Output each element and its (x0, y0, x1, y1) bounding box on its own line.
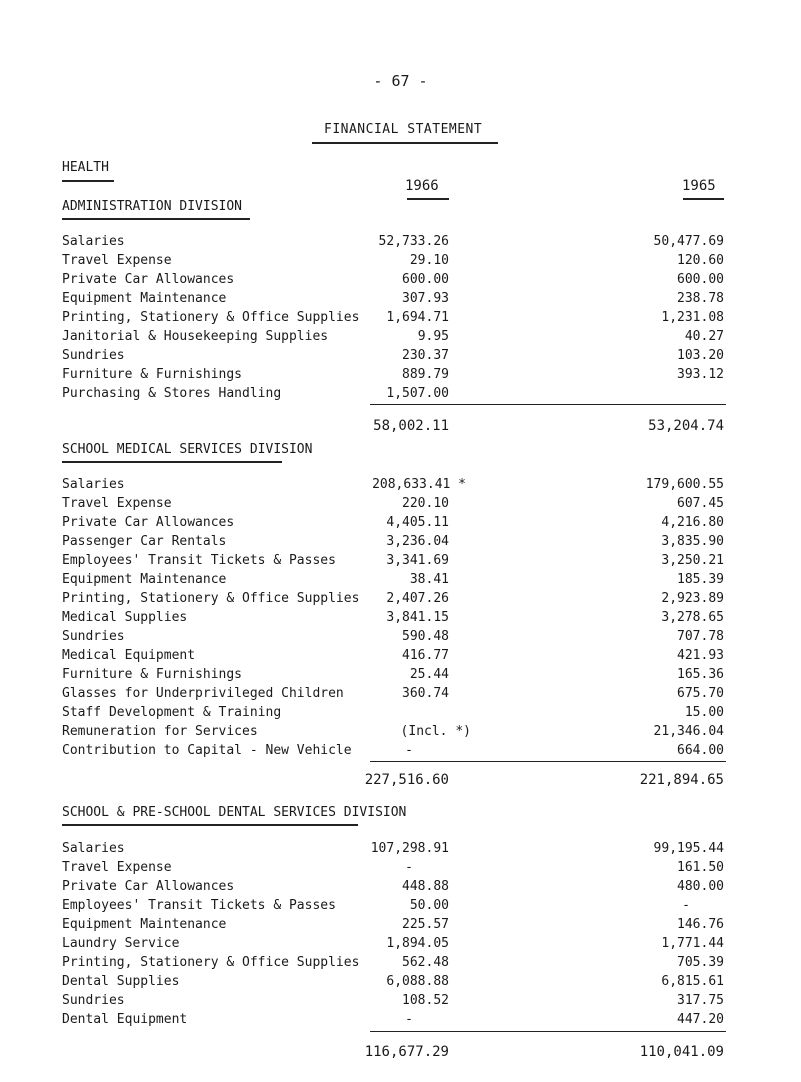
value-1966: 590.48 (402, 629, 449, 644)
value-1965: 421.93 (677, 648, 724, 663)
value-1965: 2,923.89 (661, 591, 724, 606)
value-1966: 108.52 (402, 993, 449, 1008)
value-1966: - (405, 743, 413, 758)
row-label: Equipment Maintenance (62, 572, 227, 587)
row-label: Dental Equipment (62, 1012, 188, 1027)
value-1966: 25.44 (409, 667, 449, 682)
value-1966: - (405, 1012, 413, 1027)
value-1965: 705.39 (677, 955, 724, 970)
total-1965: 221,894.65 (639, 772, 724, 788)
value-1965: 3,278.65 (661, 610, 724, 625)
total-1966: 116,677.29 (364, 1044, 449, 1060)
value-1966: 50.00 (409, 898, 449, 913)
row-label: Sundries (62, 993, 125, 1008)
value-1965: 179,600.55 (645, 477, 724, 492)
value-1965: 161.50 (677, 860, 724, 875)
value-1966: 416.77 (402, 648, 449, 663)
value-1965: - (682, 898, 690, 913)
row-label: Sundries (62, 348, 125, 363)
row-label: Salaries (62, 234, 125, 249)
value-1966: 1,507.00 (386, 386, 449, 401)
row-label: Purchasing & Stores Handling (62, 386, 282, 401)
value-1965: 600.00 (677, 272, 724, 287)
row-label: Dental Supplies (62, 974, 180, 989)
row-label: Furniture & Furnishings (62, 367, 243, 382)
value-1966: 225.57 (402, 917, 449, 932)
value-1965: 607.45 (677, 496, 724, 511)
department-underline (62, 180, 114, 182)
column-header-1966-underline (407, 198, 449, 200)
row-label: Janitorial & Housekeeping Supplies (62, 329, 329, 344)
section-heading-dental: SCHOOL & PRE-SCHOOL DENTAL SERVICES DIVISION (62, 805, 407, 820)
row-label: Remuneration for Services (62, 724, 258, 739)
document-title: FINANCIAL STATEMENT (324, 122, 483, 137)
value-1965: 480.00 (677, 879, 724, 894)
row-label: Staff Development & Training (62, 705, 282, 720)
value-1965: 1,771.44 (661, 936, 724, 951)
row-label: Laundry Service (62, 936, 180, 951)
row-label: Private Car Allowances (62, 515, 235, 530)
page-number: - 67 - (373, 72, 428, 90)
value-1965: 447.20 (677, 1012, 724, 1027)
section-heading-underline (62, 824, 358, 826)
value-1966: 4,405.11 (386, 515, 449, 530)
value-1965: 103.20 (677, 348, 724, 363)
value-1965: 238.78 (677, 291, 724, 306)
total-rule (370, 404, 726, 405)
column-header-1965-underline (683, 198, 724, 200)
value-1966: 1,894.05 (386, 936, 449, 951)
row-label: Medical Supplies (62, 610, 188, 625)
value-1966: 38.41 (409, 572, 449, 587)
total-1966: 227,516.60 (364, 772, 449, 788)
row-label: Employees' Transit Tickets & Passes (62, 553, 336, 568)
row-label: Travel Expense (62, 496, 172, 511)
department-heading: HEALTH (62, 160, 109, 175)
row-label: Printing, Stationery & Office Supplies (62, 591, 360, 606)
row-label: Salaries (62, 477, 125, 492)
value-1965: 3,835.90 (661, 534, 724, 549)
total-rule (370, 1031, 726, 1032)
value-1966: 230.37 (402, 348, 449, 363)
row-label: Contribution to Capital - New Vehicle (62, 743, 352, 758)
value-1966: 307.93 (402, 291, 449, 306)
row-label: Travel Expense (62, 860, 172, 875)
value-1966: (Incl. *) (400, 724, 471, 739)
value-1965: 1,231.08 (661, 310, 724, 325)
value-1966: - (405, 860, 413, 875)
row-label: Employees' Transit Tickets & Passes (62, 898, 336, 913)
value-1965: 40.27 (684, 329, 724, 344)
section-heading-school-medical: SCHOOL MEDICAL SERVICES DIVISION (62, 442, 313, 457)
value-1966: 889.79 (402, 367, 449, 382)
row-label: Equipment Maintenance (62, 917, 227, 932)
value-1966: 1,694.71 (386, 310, 449, 325)
value-1965: 21,346.04 (653, 724, 724, 739)
row-label: Private Car Allowances (62, 272, 235, 287)
section-heading-underline (62, 461, 282, 463)
row-label: Printing, Stationery & Office Supplies (62, 310, 360, 325)
value-1966: 2,407.26 (386, 591, 449, 606)
value-1965: 50,477.69 (653, 234, 724, 249)
column-header-1966: 1966 (405, 178, 439, 194)
value-1965: 165.36 (677, 667, 724, 682)
value-1965: 317.75 (677, 993, 724, 1008)
value-1966: 6,088.88 (386, 974, 449, 989)
value-1965: 99,195.44 (653, 841, 724, 856)
row-label: Salaries (62, 841, 125, 856)
value-1966: 220.10 (402, 496, 449, 511)
section-heading-administration: ADMINISTRATION DIVISION (62, 199, 243, 214)
value-1965: 393.12 (677, 367, 724, 382)
total-1965: 53,204.74 (648, 418, 724, 434)
value-1965: 4,216.80 (661, 515, 724, 530)
value-1965: 6,815.61 (661, 974, 724, 989)
row-label: Passenger Car Rentals (62, 534, 227, 549)
value-1965: 185.39 (677, 572, 724, 587)
value-1965: 3,250.21 (661, 553, 724, 568)
title-underline (312, 142, 498, 144)
row-label: Private Car Allowances (62, 879, 235, 894)
value-1965: 15.00 (684, 705, 724, 720)
value-1966: 9.95 (417, 329, 449, 344)
value-1966: 360.74 (402, 686, 449, 701)
total-1966: 58,002.11 (373, 418, 449, 434)
row-label: Glasses for Underprivileged Children (62, 686, 344, 701)
value-1965: 707.78 (677, 629, 724, 644)
value-1965: 120.60 (677, 253, 724, 268)
value-1966: 52,733.26 (378, 234, 449, 249)
value-1966: 3,341.69 (386, 553, 449, 568)
value-1966: 3,236.04 (386, 534, 449, 549)
value-1966: 448.88 (402, 879, 449, 894)
value-1966: 3,841.15 (386, 610, 449, 625)
row-label: Medical Equipment (62, 648, 196, 663)
row-label: Printing, Stationery & Office Supplies (62, 955, 360, 970)
value-1966: 600.00 (402, 272, 449, 287)
value-1966: 562.48 (402, 955, 449, 970)
value-1966: 208,633.41 * (372, 477, 466, 492)
row-label: Travel Expense (62, 253, 172, 268)
total-1965: 110,041.09 (639, 1044, 724, 1060)
section-heading-underline (62, 218, 250, 220)
row-label: Equipment Maintenance (62, 291, 227, 306)
value-1966: 107,298.91 (370, 841, 449, 856)
value-1965: 675.70 (677, 686, 724, 701)
value-1965: 146.76 (677, 917, 724, 932)
column-header-1965: 1965 (682, 178, 716, 194)
value-1965: 664.00 (677, 743, 724, 758)
row-label: Furniture & Furnishings (62, 667, 243, 682)
value-1966: 29.10 (409, 253, 449, 268)
total-rule (370, 761, 726, 762)
row-label: Sundries (62, 629, 125, 644)
